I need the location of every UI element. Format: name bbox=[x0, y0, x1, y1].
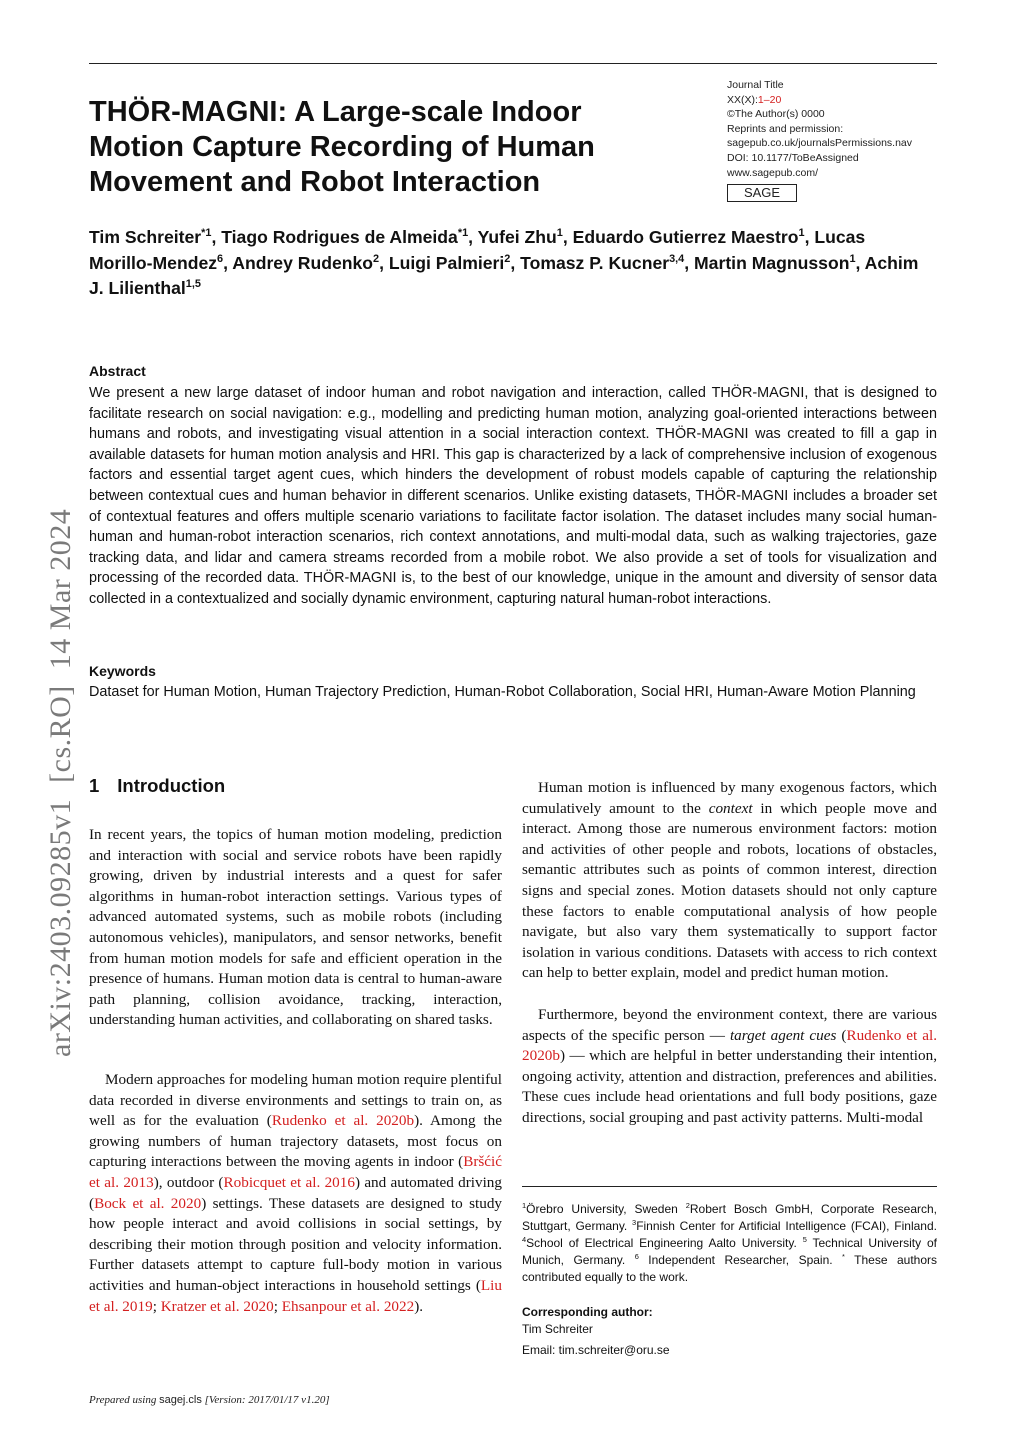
abstract-heading: Abstract bbox=[89, 363, 146, 379]
author-affiliation-mark: 1 bbox=[798, 227, 805, 240]
section-heading-introduction bbox=[89, 775, 225, 797]
intro-paragraph-1: In recent years, the topics of human motion modeling, prediction and interaction with social and service robots have been rapidly growing, driven by industrial interests and a quest for safer algorithms in human-robot interaction settings. Various types of advanced automated systems, such as mobile robots (including autonomous vehicles), manipulators, and sensor networks, benefit from human motion models for safe and efficient operation in the presence of humans. Human motion data is central to human-aware path planning, collision avoidance, tracking, interaction, understanding human activities, and collaborating on shared tasks. bbox=[89, 826, 502, 1029]
abstract-section bbox=[89, 362, 937, 610]
publisher-website[interactable]: www.sagepub.com/ bbox=[727, 166, 819, 179]
reprints-url[interactable]: sagepub.co.uk/journalsPermissions.nav bbox=[727, 137, 913, 150]
paragraph-text: ) and automated driving ( bbox=[89, 1173, 502, 1212]
keywords-text: Dataset for Human Motion, Human Trajectory Prediction, Human-Robot Collaboration, Social HRI, Human-Aware Motion Planning bbox=[89, 684, 916, 700]
citation-link[interactable]: Kratzer et al. 2020 bbox=[160, 1297, 274, 1315]
author-name: Luigi Palmieri bbox=[388, 252, 505, 273]
journal-volume: XX(X):1–20 bbox=[727, 93, 782, 106]
author-affiliation-mark: *1 bbox=[201, 227, 212, 240]
author-name: Tim Schreiter bbox=[89, 227, 202, 247]
keywords-section bbox=[89, 662, 937, 703]
author-affiliation-mark: 3,4 bbox=[669, 252, 685, 265]
title-line-1: THÖR-MAGNI: A Large-scale Indoor bbox=[89, 96, 582, 128]
author-name: Martin Magnusson bbox=[694, 252, 850, 273]
affiliation-text: Finnish Center for Artificial Intelligence (FCAI), Finland. bbox=[636, 1219, 937, 1233]
paragraph-text: Human motion is influenced by many exogenous factors, which cumulatively amount to the bbox=[522, 779, 937, 817]
author-affiliation-mark: *1 bbox=[457, 227, 469, 240]
paragraph-text: ; bbox=[152, 1297, 161, 1315]
paragraph-text: ; bbox=[273, 1297, 282, 1315]
journal-title: Journal Title bbox=[727, 79, 784, 91]
corresponding-email[interactable]: Email: tim.schreiter@oru.se bbox=[522, 1343, 670, 1357]
footer-cls: sagej.cls bbox=[159, 1394, 202, 1406]
author-name: Yufei Zhu bbox=[477, 227, 557, 247]
affiliation-mark: * bbox=[842, 1252, 845, 1261]
affiliation-text: School of Electrical Engineering Aalto University. bbox=[526, 1236, 803, 1250]
citation-link[interactable]: Liu et al. 2019 bbox=[89, 1276, 502, 1315]
citation-link[interactable]: Robicquet et al. 2016 bbox=[223, 1173, 355, 1191]
affiliation-mark: 2 bbox=[685, 1201, 690, 1210]
paper-title bbox=[89, 95, 709, 200]
paragraph-text: ), outdoor ( bbox=[153, 1173, 224, 1191]
affiliation-text: These authors contributed equally to the work. bbox=[522, 1253, 937, 1284]
author-affiliation-mark: 1,5 bbox=[185, 278, 201, 291]
author-name: Tiago Rodrigues de Almeida bbox=[221, 227, 458, 247]
author-list: Tim Schreiter$^{*1}$, Tiago Rodrigues de Almeida$^{*1}$, Yufei Zhu$^1$, Eduardo Gutierrez Maestro$^1$, Lucas Morillo-Mendez$^6$, Andrey Rudenko$^2$, Luigi Palmieri$^2$, Tomasz P. Kucner$^{3,4}$, Martin Magnusson$^1$, Achim J. Lilienthal$^{1,5}$ bbox=[89, 227, 919, 298]
citation-link[interactable]: Rudenko et al. 2020b bbox=[271, 1112, 415, 1130]
affiliation-mark: 6 bbox=[634, 1252, 639, 1261]
corresponding-label: Corresponding author: bbox=[522, 1305, 653, 1319]
author-affiliation-mark: 1 bbox=[849, 252, 856, 265]
page-range[interactable]: 1–20 bbox=[757, 93, 782, 106]
author-affiliation-mark: 2 bbox=[504, 252, 511, 265]
footnote-rule bbox=[522, 1186, 937, 1187]
paragraph-text: Modern approaches for modeling human motion require plentiful data recorded in diverse environments and settings to train on, as well as for the evaluation ( bbox=[89, 1071, 502, 1130]
author-affiliation-mark: 1 bbox=[556, 227, 563, 240]
title-line-2: Motion Capture Recording of Human bbox=[89, 131, 595, 163]
author-name: Eduardo Gutierrez Maestro bbox=[572, 227, 799, 247]
paragraph-text: ) settings. These datasets are designed to study how people interact and avoid collisions in social settings, by describing their motion through position and velocity information. Further datasets attempt to capture full-body motion in various activities and human-object interactions in household settings ( bbox=[89, 1194, 503, 1294]
intro-paragraph-3 bbox=[522, 778, 937, 984]
title-line-3: Movement and Robot Interaction bbox=[89, 166, 541, 198]
doi[interactable]: DOI: 10.1177/ToBeAssigned bbox=[727, 151, 859, 164]
section-title: Introduction bbox=[117, 775, 226, 796]
citation-link[interactable]: Ehsanpour et al. 2022 bbox=[281, 1297, 415, 1315]
paragraph-text: ). Among the growing numbers of human trajectory datasets, most focus on capturing interactions between the moving agents in indoor ( bbox=[89, 1112, 502, 1171]
emphasis-text: context bbox=[708, 799, 753, 817]
author-name: Tomasz P. Kucner bbox=[520, 252, 670, 273]
affiliation-text: Independent Researcher, Spain. bbox=[638, 1253, 843, 1267]
affiliations bbox=[522, 1201, 937, 1286]
reprints-label: Reprints and permission: bbox=[727, 122, 844, 135]
footer-version: [Version: 2017/01/17 v1.20] bbox=[204, 1394, 330, 1406]
section-number: 1 bbox=[89, 775, 100, 796]
citation-link[interactable]: Bock et al. 2020 bbox=[94, 1194, 202, 1212]
keywords-heading: Keywords bbox=[89, 663, 156, 679]
corresponding-author bbox=[522, 1304, 670, 1359]
citation-link[interactable]: Rudenko et al. 2020b bbox=[522, 1026, 938, 1065]
paragraph-text: ) — which are helpful in better understanding their intention, ongoing activity, attention and distraction, preferences and abilities. These cues include head orientations and full body positions, gaze directions, social grouping and past activity patterns. Multi-modal bbox=[522, 1047, 937, 1126]
copyright: ©The Author(s) 0000 bbox=[727, 108, 825, 121]
author-affiliation-mark: 6 bbox=[217, 252, 224, 265]
intro-paragraph-2 bbox=[89, 1070, 502, 1317]
affiliation-mark: 4 bbox=[522, 1235, 527, 1244]
journal-info bbox=[727, 78, 912, 202]
intro-paragraph-4 bbox=[522, 1005, 937, 1129]
affiliation-mark: 3 bbox=[632, 1218, 637, 1227]
affiliation-mark: 1 bbox=[522, 1201, 527, 1210]
author-name: Achim J. Lilienthal bbox=[89, 252, 919, 298]
footer-prepared: Prepared using bbox=[89, 1394, 157, 1406]
affiliation-mark: 5 bbox=[802, 1235, 807, 1244]
author-name: Lucas Morillo-Mendez bbox=[89, 227, 866, 273]
emphasis-text: target agent cues bbox=[729, 1026, 837, 1044]
citation-link[interactable]: Bršćić et al. 2013 bbox=[89, 1153, 502, 1191]
author-name: Andrey Rudenko bbox=[232, 252, 374, 273]
affiliation-text: Technical University of Munich, Germany. bbox=[522, 1236, 937, 1267]
abstract-text: We present a new large dataset of indoor human and robot navigation and interaction, called THÖR-MAGNI, that is designed to facilitate research on social navigation: e.g., modelling and predicting human motion, analyzing goal-oriented interactions between humans and robots, and investigating visual attention in a social interaction context. THÖR-MAGNI was created to fill a gap in available datasets for human motion analysis and HRI. This gap is characterized by a lack of comprehensive inclusion of exogenous factors and essential target agent cues, which hinders the development of robust models capable of capturing the relationship between contextual cues and human behavior in different scenarios. Unlike existing datasets, THÖR-MAGNI includes a broader set of contextual features and offers multiple scenario variations to facilitate factor isolation. The dataset includes many social human-human and human-robot interaction scenarios, rich context annotations, and multi-modal data, such as walking trajectories, gaze tracking data, and lidar and camera streams recorded from a mobile robot. We also provide a set of tools for visualization and processing of the recorded data. THÖR-MAGNI is, to the best of our knowledge, unique in the amount and diversity of sensor data collected in a contextualized and socially dynamic environment, capturing natural human-robot interactions. bbox=[89, 385, 937, 607]
paragraph-text: in which people move and interact. Among those are numerous environment factors: motion and activities of other people and robots, locations of obstacles, semantic attributes such as points of common interest, direction signs and special zones. Motion datasets should not only capture these factors to enable computational analysis of how people navigate, but also vary them systematically to support factor isolation in various conditions. Datasets with access to rich context can help to better explain, model and predict human motion. bbox=[522, 799, 937, 982]
affiliation-text: Robert Bosch GmbH, Corporate Research, Stuttgart, Germany. bbox=[522, 1202, 938, 1233]
paragraph-text: ( bbox=[836, 1026, 847, 1044]
arxiv-stamp[interactable]: arXiv:2403.09285v1 [cs.RO] 14 Mar 2024 bbox=[44, 508, 77, 1057]
sage-badge: SAGE bbox=[727, 184, 797, 202]
paragraph-text: ). bbox=[414, 1297, 424, 1315]
affiliation-text: Örebro University, Sweden bbox=[526, 1202, 686, 1216]
header-rule bbox=[89, 63, 937, 64]
corresponding-name: Tim Schreiter bbox=[522, 1322, 593, 1336]
footer bbox=[89, 1394, 330, 1406]
paragraph-text: Furthermore, beyond the environment context, there are various aspects of the specific person — bbox=[522, 1006, 937, 1044]
author-affiliation-mark: 2 bbox=[373, 252, 380, 265]
